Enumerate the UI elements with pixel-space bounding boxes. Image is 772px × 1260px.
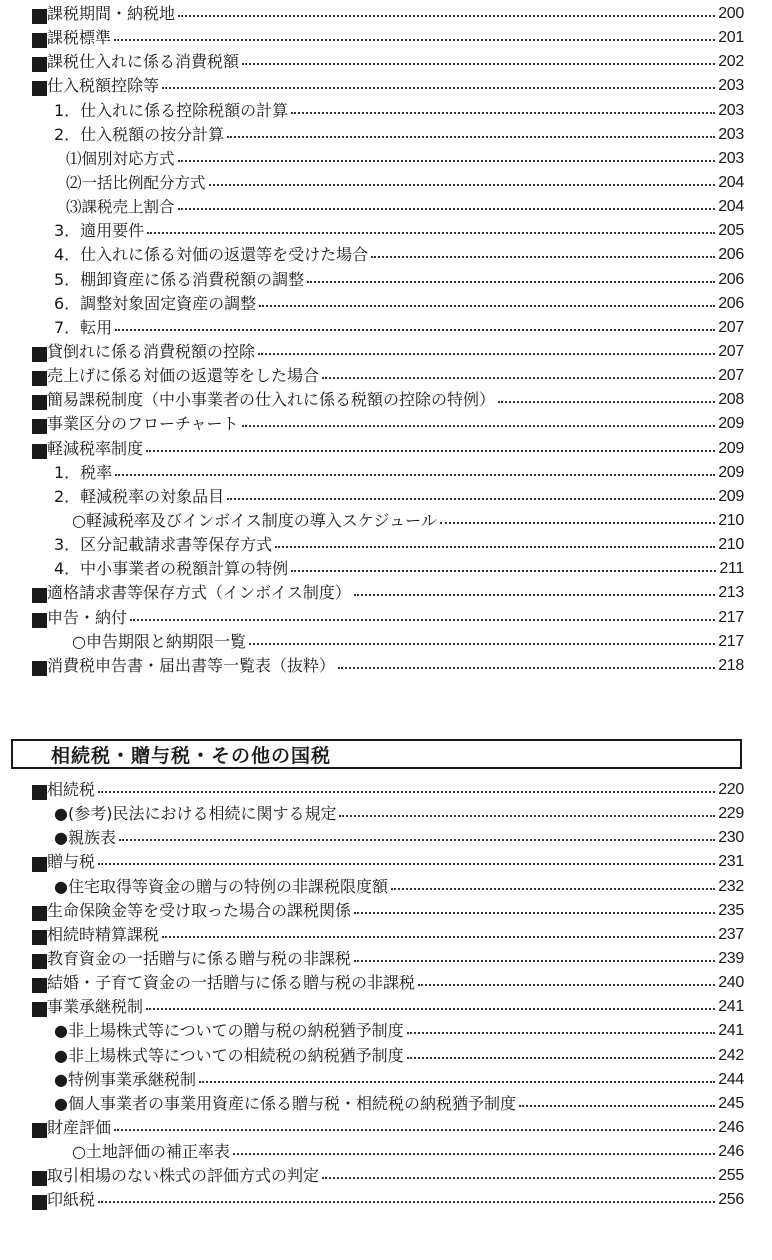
toc-entry [32, 99, 744, 123]
toc-page-number: 201 [718, 29, 744, 47]
toc-entry [32, 485, 744, 509]
toc-page-number: 207 [718, 318, 744, 336]
toc-entry [32, 1044, 744, 1068]
square-bullet-icon [32, 661, 47, 676]
toc-entry-text: 4．中小事業者の税額計算の特例 [54, 559, 289, 579]
toc-entry [32, 778, 744, 802]
toc-page-number: 211 [719, 560, 744, 578]
dot-leader [242, 425, 716, 427]
toc-entry-label [66, 195, 175, 219]
toc-page-number: 210 [718, 512, 744, 530]
toc-entry [32, 388, 744, 412]
toc-entry-text: ⑴個別対応方式 [66, 149, 175, 168]
toc-entry-label [32, 1116, 111, 1140]
toc-entry-label [54, 123, 224, 147]
toc-entry-label [32, 364, 319, 388]
toc-page-number: 204 [718, 174, 744, 192]
dot-leader [339, 815, 715, 817]
dot-leader [115, 474, 715, 476]
square-bullet-icon [32, 419, 47, 434]
toc-page-number: 241 [718, 998, 744, 1016]
square-bullet-icon [32, 785, 47, 800]
toc-page-number: 209 [718, 487, 744, 505]
toc-entry-label [54, 461, 112, 485]
toc-entry-text: ⑶課税売上割合 [66, 198, 175, 217]
dot-leader [162, 936, 715, 938]
toc-entry-label [54, 1044, 404, 1068]
toc-page-number: 206 [718, 270, 744, 288]
toc-entry-text: 申告・納付 [47, 607, 128, 627]
toc-entry-text: 課税期間・納税地 [47, 4, 176, 24]
toc-entry [32, 340, 744, 364]
toc-entry-label [32, 340, 255, 364]
toc-entry-text: 課税仕入れに係る消費税額 [47, 52, 240, 72]
toc-page-number: 213 [718, 584, 744, 602]
toc-entry [32, 123, 744, 147]
toc-entry-label [32, 581, 351, 605]
toc-page-number: 246 [718, 1143, 744, 1161]
toc-page-number: 242 [718, 1046, 744, 1064]
toc-entry-label [32, 412, 239, 436]
toc-page-number: 205 [718, 222, 744, 240]
toc-entry [32, 1140, 744, 1164]
toc-entry-text: 取引相場のない株式の評価方式の判定 [47, 1166, 320, 1186]
toc-page-number: 207 [718, 367, 744, 385]
toc-entry-label [32, 947, 351, 971]
toc-entry [32, 971, 744, 995]
toc-entry-label [32, 437, 143, 461]
dot-leader [209, 184, 716, 186]
toc-entry-text: ●非上場株式等についての相続税の納税猶予制度 [54, 1045, 404, 1065]
toc-entry-text: 消費税申告書・届出書等一覧表（抜粋） [47, 655, 336, 675]
toc-page-number: 206 [718, 294, 744, 312]
toc-entry-text: 課税標準 [47, 28, 112, 48]
toc-entry-text: 相続時精算課税 [47, 924, 160, 944]
toc-entry-text: 6．調整対象固定資産の調整 [54, 293, 257, 313]
toc-entry [32, 509, 744, 533]
toc-entry-text: ○軽減税率及びインボイス制度の導入スケジュール [72, 511, 437, 531]
toc-page-number: 208 [718, 391, 744, 409]
dot-leader [275, 546, 715, 548]
toc-entry-text: 3．適用要件 [54, 221, 145, 241]
square-bullet-icon [32, 1195, 47, 1210]
toc-entry [32, 533, 744, 557]
toc-entry-label [66, 147, 175, 171]
toc-entry-text: 財産評価 [47, 1118, 112, 1138]
toc-entry-label [54, 1019, 404, 1043]
toc-entry-label [32, 899, 351, 923]
dot-leader [98, 863, 715, 865]
toc-page-number: 203 [718, 77, 744, 95]
toc-entry-label [54, 485, 224, 509]
dot-leader [242, 63, 715, 65]
toc-entry [32, 26, 744, 50]
toc-list-inheritance-gift-tax [32, 778, 744, 1213]
toc-entry [32, 171, 744, 195]
dot-leader [440, 522, 715, 524]
square-bullet-icon [32, 371, 47, 386]
toc-entry-text: 仕入税額控除等 [47, 76, 160, 96]
toc-entry-text: 事業区分のフローチャート [47, 414, 239, 434]
dot-leader [418, 984, 715, 986]
square-bullet-icon [32, 444, 47, 459]
toc-entry-label [32, 923, 159, 947]
toc-entry [32, 2, 744, 26]
toc-entry-label [54, 1092, 516, 1116]
toc-entry-text: 事業承継税制 [47, 997, 144, 1017]
square-bullet-icon [32, 1171, 47, 1186]
toc-entry-text: 教育資金の一括贈与に係る贈与税の非課税 [47, 949, 352, 969]
toc-page-number: 217 [718, 608, 744, 626]
toc-entry-text: ⑵一括比例配分方式 [66, 174, 206, 193]
toc-entry-label [32, 995, 143, 1019]
toc-entry-text: 2．軽減税率の対象品目 [54, 486, 225, 506]
dot-leader [249, 643, 715, 645]
toc-entry-text: 簡易課税制度（中小事業者の仕入れに係る税額の控除の特例） [47, 390, 496, 410]
square-bullet-icon [32, 1123, 47, 1138]
toc-entry [32, 292, 744, 316]
toc-entry [32, 437, 744, 461]
toc-page-number: 202 [718, 53, 744, 71]
dot-leader [147, 232, 715, 234]
square-bullet-icon [32, 395, 47, 410]
dot-leader [498, 401, 715, 403]
square-bullet-icon [32, 57, 47, 72]
toc-page-number: 229 [718, 805, 744, 823]
dot-leader [227, 498, 715, 500]
toc-page-number: 203 [718, 149, 744, 167]
toc-entry-label [54, 533, 272, 557]
toc-entry-label [54, 268, 304, 292]
toc-entry-text: 結婚・子育て資金の一括贈与に係る贈与税の非課税 [47, 973, 416, 993]
toc-page-number: 206 [718, 246, 744, 264]
toc-entry-text: 3．区分記載請求書等保存方式 [54, 535, 273, 555]
dot-leader [322, 377, 715, 379]
dot-leader [178, 15, 715, 17]
toc-entry [32, 364, 744, 388]
toc-entry-label [32, 1164, 319, 1188]
toc-entry-label [32, 74, 159, 98]
toc-entry-text: 相続税 [47, 780, 96, 800]
dot-leader [114, 39, 715, 41]
toc-entry-label [54, 292, 256, 316]
toc-entry [32, 1116, 744, 1140]
toc-entry-text: 1．税率 [54, 462, 113, 482]
toc-page-number: 235 [718, 901, 744, 919]
dot-leader [291, 570, 716, 572]
toc-page-number: 209 [718, 463, 744, 481]
toc-entry [32, 1019, 744, 1043]
toc-entry [32, 581, 744, 605]
square-bullet-icon [32, 33, 47, 48]
dot-leader [258, 353, 715, 355]
toc-entry [32, 1092, 744, 1116]
dot-leader [259, 305, 715, 307]
dot-leader [115, 329, 715, 331]
toc-entry-label [72, 1140, 230, 1164]
toc-entry-label [32, 50, 239, 74]
toc-entry [32, 923, 744, 947]
dot-leader [371, 256, 715, 258]
toc-entry [32, 606, 744, 630]
toc-entry-text: 軽減税率制度 [47, 438, 144, 458]
toc-page-number: 210 [718, 536, 744, 554]
toc-entry-text: ●非上場株式等についての贈与税の納税猶予制度 [54, 1021, 404, 1041]
toc-entry-text: ●特例事業承継税制 [54, 1069, 196, 1089]
dot-leader [407, 1032, 716, 1034]
toc-page-number: 245 [718, 1094, 744, 1112]
toc-entry-label [32, 654, 335, 678]
toc-entry-text: 1．仕入れに係る控除税額の計算 [54, 100, 289, 120]
toc-page-number: 230 [718, 829, 744, 847]
toc-entry [32, 995, 744, 1019]
toc-entry [32, 947, 744, 971]
toc-entry-label [54, 99, 288, 123]
toc-page-number: 209 [718, 439, 744, 457]
section-title: 相続税・贈与税・その他の国税 [51, 744, 332, 767]
square-bullet-icon [32, 1002, 47, 1017]
dot-leader [354, 960, 715, 962]
toc-entry [32, 630, 744, 654]
dot-leader [178, 160, 716, 162]
toc-entry-text: ○土地評価の補正率表 [72, 1142, 230, 1162]
square-bullet-icon [32, 9, 47, 24]
toc-entry [32, 875, 744, 899]
toc-entry-text: 2．仕入税額の按分計算 [54, 124, 225, 144]
toc-entry-label [32, 26, 111, 50]
toc-entry-text: 貸倒れに係る消費税額の控除 [47, 342, 256, 362]
toc-entry [32, 1068, 744, 1092]
toc-entry [32, 195, 744, 219]
toc-page-number: 204 [718, 198, 744, 216]
toc-entry-label [32, 606, 127, 630]
toc-entry-label [54, 802, 336, 826]
toc-page-number: 203 [718, 125, 744, 143]
toc-entry-text: ●個人事業者の事業用資産に係る贈与税・相続税の納税猶予制度 [54, 1093, 516, 1113]
toc-entry [32, 1164, 744, 1188]
toc-entry-label [54, 557, 288, 581]
toc-entry-label [32, 971, 415, 995]
toc-entry-label [32, 2, 175, 26]
dot-leader [227, 136, 715, 138]
square-bullet-icon [32, 954, 47, 969]
toc-entry-text: 適格請求書等保存方式（インボイス制度） [47, 583, 351, 603]
toc-entry [32, 802, 744, 826]
dot-leader [338, 667, 715, 669]
toc-entry [32, 74, 744, 98]
toc-entry [32, 50, 744, 74]
toc-page-number: 244 [718, 1070, 744, 1088]
toc-entry-text: ●住宅取得等資金の贈与の特例の非課税限度額 [54, 876, 388, 896]
toc-entry [32, 461, 744, 485]
toc-entry [32, 243, 744, 267]
dot-leader [130, 619, 715, 621]
square-bullet-icon [32, 906, 47, 921]
square-bullet-icon [32, 978, 47, 993]
toc-page-number: 246 [718, 1119, 744, 1137]
toc-entry-text: ●(参考)民法における相続に関する規定 [54, 804, 337, 824]
toc-entry-text: 贈与税 [47, 852, 96, 872]
toc-entry-text: 7．転用 [54, 317, 113, 337]
square-bullet-icon [32, 857, 47, 872]
toc-entry-label [32, 850, 95, 874]
toc-entry-label [66, 171, 206, 195]
dot-leader [233, 1153, 715, 1155]
toc-entry [32, 219, 744, 243]
toc-page-number: 209 [718, 415, 744, 433]
toc-entry-text: 4．仕入れに係る対価の返還等を受けた場合 [54, 245, 369, 265]
toc-entry-text: ●親族表 [54, 828, 116, 848]
toc-entry [32, 147, 744, 171]
toc-entry-label [32, 388, 495, 412]
toc-entry-label [32, 778, 95, 802]
dot-leader [119, 839, 715, 841]
toc-page-number: 240 [718, 974, 744, 992]
toc-page-number: 217 [718, 632, 744, 650]
toc-entry-text: ○申告期限と納期限一覧 [72, 631, 246, 651]
square-bullet-icon [32, 588, 47, 603]
toc-entry-text: 生命保険金等を受け取った場合の課税関係 [47, 900, 352, 920]
toc-page-number: 241 [718, 1022, 744, 1040]
dot-leader [98, 791, 715, 793]
toc-entry [32, 1188, 744, 1212]
toc-page-number: 200 [718, 5, 744, 23]
toc-entry-label [54, 219, 144, 243]
dot-leader [354, 912, 715, 914]
dot-leader [98, 1201, 715, 1203]
square-bullet-icon [32, 930, 47, 945]
toc-list-consumption-tax [32, 2, 744, 678]
dot-leader [146, 450, 715, 452]
dot-leader [307, 281, 715, 283]
toc-entry [32, 826, 744, 850]
dot-leader [354, 594, 715, 596]
toc-page-number: 218 [718, 656, 744, 674]
toc-entry [32, 412, 744, 436]
toc-page-number: 203 [718, 101, 744, 119]
toc-page-number: 207 [718, 343, 744, 361]
toc-entry-label [54, 243, 368, 267]
toc-entry-text: 5．棚卸資産に係る消費税額の調整 [54, 269, 305, 289]
toc-page-number: 255 [718, 1167, 744, 1185]
toc-entry-label [54, 316, 112, 340]
toc-entry-label [32, 1188, 95, 1212]
dot-leader [407, 1057, 716, 1059]
section-header [11, 739, 742, 769]
toc-entry [32, 899, 744, 923]
dot-leader [114, 1129, 715, 1131]
square-bullet-icon [32, 347, 47, 362]
toc-page-number: 231 [718, 853, 744, 871]
dot-leader [322, 1177, 715, 1179]
toc-page-number: 237 [718, 925, 744, 943]
toc-entry-label [54, 875, 388, 899]
square-bullet-icon [32, 613, 47, 628]
toc-entry-text: 印紙税 [47, 1190, 96, 1210]
dot-leader [146, 1008, 715, 1010]
toc-entry [32, 850, 744, 874]
toc-entry [32, 316, 744, 340]
toc-entry-label [54, 826, 116, 850]
toc-entry [32, 557, 744, 581]
toc-page-number: 232 [718, 877, 744, 895]
dot-leader [199, 1081, 715, 1083]
toc-entry-label [72, 509, 437, 533]
toc-entry [32, 268, 744, 292]
toc-page-number: 220 [718, 781, 744, 799]
toc-entry-label [54, 1068, 196, 1092]
dot-leader [291, 112, 715, 114]
toc-entry-label [72, 630, 246, 654]
toc-entry [32, 654, 744, 678]
dot-leader [162, 87, 715, 89]
dot-leader [519, 1105, 715, 1107]
square-bullet-icon [32, 81, 47, 96]
toc-page-number: 256 [718, 1191, 744, 1209]
dot-leader [391, 888, 715, 890]
dot-leader [178, 208, 716, 210]
toc-entry-text: 売上げに係る対価の返還等をした場合 [47, 366, 320, 386]
toc-page-number: 239 [718, 950, 744, 968]
